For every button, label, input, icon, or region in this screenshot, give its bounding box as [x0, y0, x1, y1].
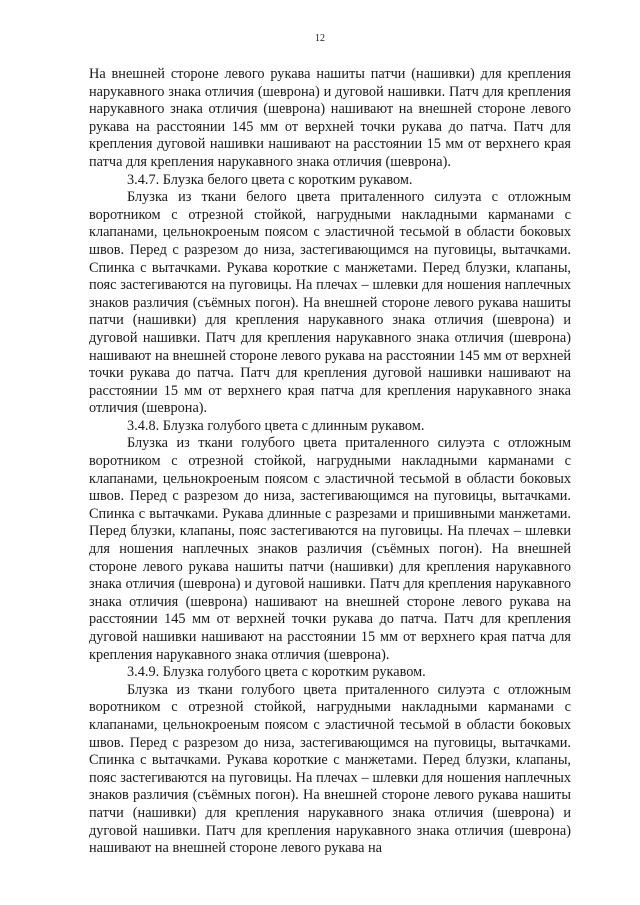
page-number: 12	[315, 33, 325, 44]
section-heading-3-4-7: 3.4.7. Блузка белого цвета с коротким рукавом.	[127, 171, 413, 188]
paragraph-3-4-9: Блузка из ткани голубого цвета приталенного силуэта с отложным воротником с отрезной стойкой, нагрудными накладными карманами с клапанами, цельнокроеным поясом с эластичной тесьмой в области боковых швов. Перед с разрезом до низа, застегивающимся на пуговицы, вытачками. Спинка с вытачками. Рукава короткие с манжетами. Перед блузки, клапаны, пояс застегиваются на пуговицы. На плечах – шлевки для ношения наплечных знаков различия (съёмных погон). На внешней стороне левого рукава нашиты патчи (нашивки) для крепления нарукавного знака отличия (шеврона) и дуговой нашивки. Патч для крепления нарукавного знака отличия (шеврона) нашивают на внешней стороне левого рукава на	[89, 681, 571, 857]
paragraph-sleeve-patches: На внешней стороне левого рукава нашиты патчи (нашивки) для крепления нарукавного знака отличия (шеврона) и дуговой нашивки. Патч для крепления нарукавного знака отличия (шеврона) нашивают на внешней стороне левого рукава на расстоянии 145 мм от верхней точки рукава до патча. Патч для крепления дуговой нашивки нашивают на расстоянии 15 мм от верхнего края патча для крепления нарукавного знака отличия (шеврона).	[89, 66, 571, 170]
section-heading-3-4-8: 3.4.8. Блузка голубого цвета с длинным рукавом.	[127, 417, 425, 434]
document-body	[89, 66, 571, 858]
paragraph-3-4-8: Блузка из ткани голубого цвета приталенного силуэта с отложным воротником с отрезной стойкой, нагрудными накладными карманами с клапанами, цельнокроеным поясом с эластичной тесьмой в области боковых швов. Перед с разрезом до низа, застегивающимся на пуговицы, вытачками. Спинка с вытачками. Рукава длинные с разрезами и пришивными манжетами. Перед блузки, клапаны, пояс застегиваются на пуговицы. На плечах – шлевки для ношения наплечных знаков различия (съёмных погон). На внешней стороне левого рукава нашиты патчи (нашивки) для крепления нарукавного знака отличия (шеврона) и дуговой нашивки. Патч для крепления нарукавного знака отличия (шеврона) нашивают на внешней стороне левого рукава на расстоянии 145 мм от верхней точки рукава до патча. Патч для крепления дуговой нашивки нашивают на расстоянии 15 мм от верхнего края патча для крепления нарукавного знака отличия (шеврона).	[89, 435, 571, 663]
section-heading-3-4-9: 3.4.9. Блузка голубого цвета с коротким рукавом.	[127, 664, 426, 681]
paragraph-3-4-7: Блузка из ткани белого цвета приталенного силуэта с отложным воротником с отрезной стойкой, нагрудными накладными карманами с клапанами, цельнокроеным поясом с эластичной тесьмой в области боковых швов. Перед с разрезом до низа, застегивающимся на пуговицы, вытачками. Спинка с вытачками. Рукава короткие с манжетами. Перед блузки, клапаны, пояс застегиваются на пуговицы. На плечах – шлевки для ношения наплечных знаков различия (съёмных погон). На внешней стороне левого рукава нашиты патчи (нашивки) для крепления нарукавного знака отличия (шеврона) и дуговой нашивки. Патч для крепления нарукавного знака отличия (шеврона) нашивают на внешней стороне левого рукава на расстоянии 145 мм от верхней точки рукава до патча. Патч для крепления дуговой нашивки нашивают на расстоянии 15 мм от верхнего края патча для крепления нарукавного знака отличия (шеврона).	[89, 189, 571, 417]
